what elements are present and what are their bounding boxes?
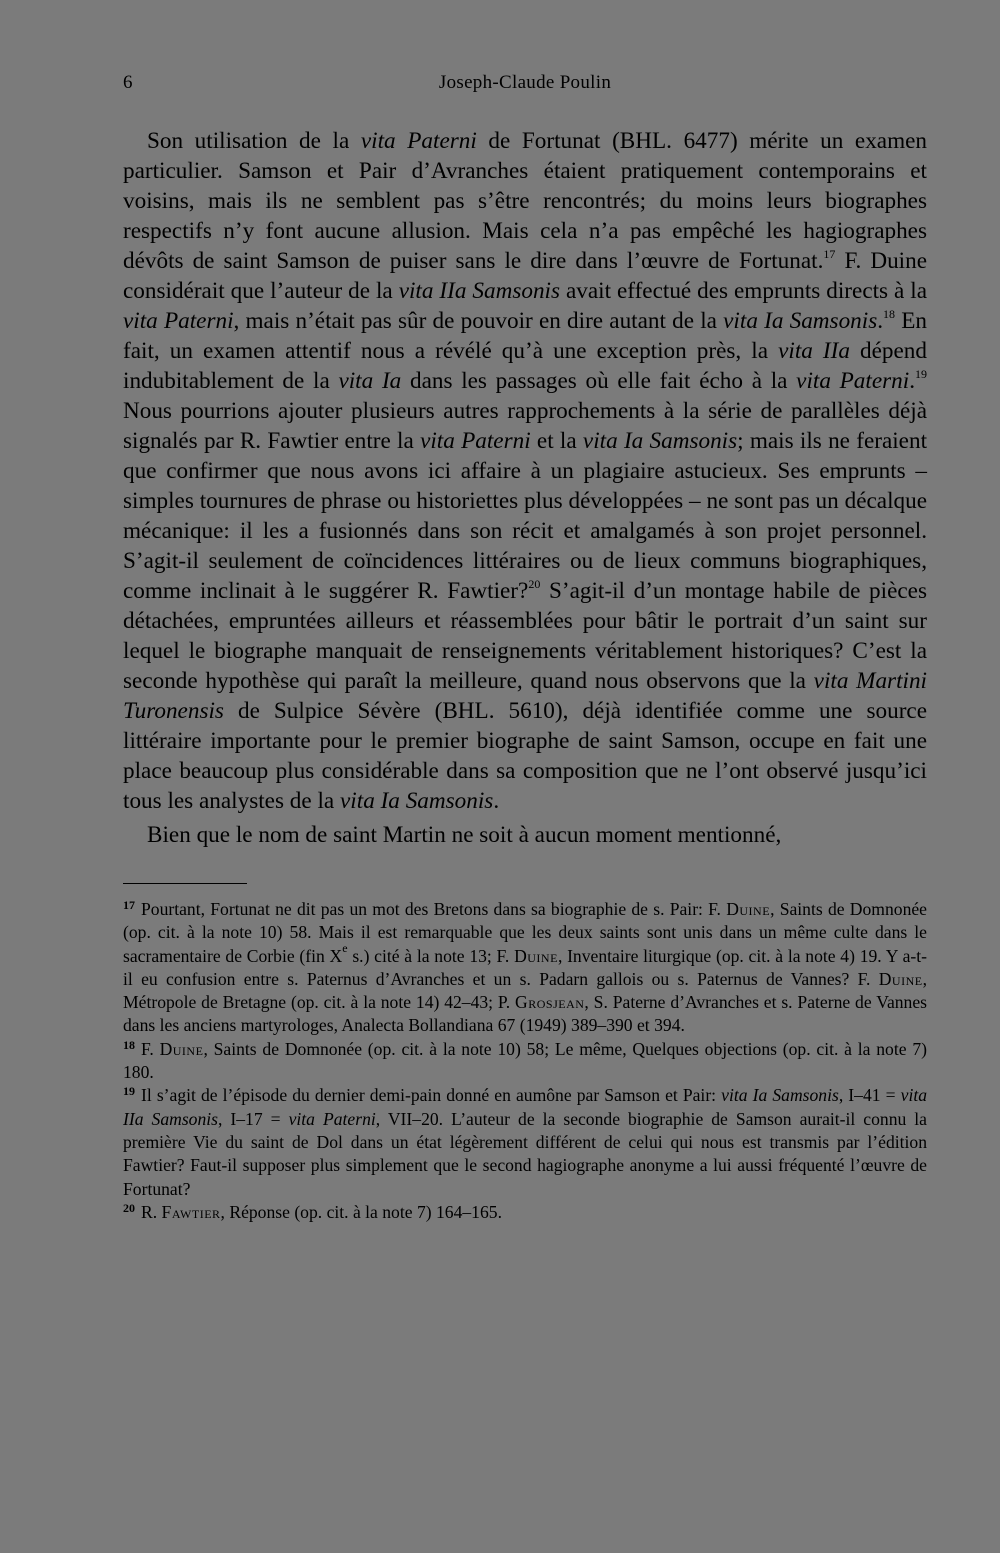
footnote-19 [123,1084,927,1200]
text-run: s.) cité à la note 13; F. [347,945,515,966]
italic-title: vita Paterni [420,428,531,454]
footnote-reference: 17 [823,247,836,261]
italic-title: vita Paterni [123,308,234,334]
running-head: Joseph-Claude Poulin [438,72,612,93]
italic-title: vita Ia [338,368,402,394]
footnote-reference: 19 [915,367,927,381]
footnote-number: 18 [123,1037,135,1052]
text-run: S’agit-il d’un montage habile de pièces détachées, empruntées ailleurs et réassemblées pour bâtir le portrait d’un saint sur lequel le biographe manquait de renseignements véritablement historiques? C’est la seconde hypothèse qui paraît la meilleure, quand nous observons que la [123,578,927,694]
footnote-number: 20 [123,1200,135,1215]
document-page [123,72,927,1224]
text-run: , I–41 = [838,1085,901,1106]
italic-title: vita IIa Samsonis [123,1085,928,1129]
text-run: , Saints de Domnonée (op. cit. à la note 10) 58; Le même, Quelques objections (op. cit. à la note 7) 180. [123,1038,927,1083]
italic-title: vita Ia Samsonis [582,428,738,454]
italic-title: vita IIa Samsonis [398,278,561,304]
text-run: de Sulpice Sévère (BHL. 5610), déjà identifiée comme une source littéraire importante pour le premier biographe de saint Samson, occupe en fait une place beaucoup plus considérable dans sa composition que ne l’ont observé jusqu’ici tous les analystes de la [123,698,927,814]
footnote-18 [123,1038,927,1085]
text-run: Bien que le nom de saint Martin ne soit à aucun moment mentionné, [147,822,782,848]
text-run: , VII–20. L’auteur de la seconde biographie de Samson aurait-il connu la première Vie du saint de Dol dans un état légèrement différent de celui qui nous est transmis par l’édition Fawtier? Faut-il supposer plus simplement que le second hagiographe anonyme a lui aussi fréquenté l’œuvre de Fortunat? [123,1108,927,1199]
text-run: Il s’agit de l’épisode du dernier demi-pain donné en aumône par Samson et Pair: [141,1085,722,1106]
italic-title: vita Paterni [288,1108,376,1129]
text-run: R. [141,1201,162,1222]
text-run: , mais n’était pas sûr de pouvoir en dire autant de la [233,308,724,334]
text-run: Nous pourrions ajouter plusieurs autres rapprochements à la série de parallèles déjà signalés par R. Fawtier entre la [123,398,927,454]
text-run: F. [141,1038,160,1059]
text-run: . [877,308,884,334]
body-text [123,126,927,850]
italic-title: vita Ia Samsonis [340,788,494,814]
footnote-20 [123,1201,927,1224]
author-name: Fawtier [161,1201,221,1222]
text-run: ; mais ils ne feraient que confirmer que nous avons ici affaire à un plagiaire astucieux. Ses emprunts – simples tournures de phrase ou historiettes plus développées – ne sont pas un décalque mécanique: il les a fusionnés dans son récit et amalgamés à son projet personnel. S’agit-il seulement de coïncidences littéraires ou de lieux communs biographiques, comme inclinait à le suggérer R. Fawtier? [123,428,928,604]
text-run: , Inventaire liturgique (op. cit. à la note 4) 19. Y a-t-il eu confusion entre s. Paternus d’Avranches et un s. Padarn gallois ou s. Paternus de Vannes? F. [123,945,927,989]
italic-title: vita Martini Turonensis [123,668,927,724]
text-run: de Fortunat (BHL. 6477) mérite un examen particulier. Samson et Pair d’Avranches étaient pratiquement contemporains et voisins, mais ils ne semblent pas s’être rencontrés; du moins leurs biographes respectifs n’y font aucune allusion. Mais cela n’a pas empêché les hagiographes dévôts de saint Samson de puiser sans le dire dans l’œuvre de Fortunat. [123,128,928,274]
footnote-reference: 20 [528,577,541,591]
text-run: , Réponse (op. cit. à la note 7) 164–165. [220,1201,502,1222]
page-header [123,72,927,102]
footnote-rule [123,883,247,884]
author-name: Duine [878,968,923,989]
text-run: F. Duine considérait que l’auteur de la [123,248,927,304]
footnote-number: 17 [123,898,135,912]
page-number: 6 [123,72,133,93]
text-run: , Métropole de Bretagne (op. cit. à la note 14) 42–43; P. [123,968,927,1013]
text-run: . [909,368,915,394]
footnotes [123,898,927,1224]
text-run: , I–17 = [218,1108,289,1129]
italic-title: vita Ia Samsonis [721,1085,839,1106]
text-run: Son utilisation de la [147,128,361,154]
italic-title: vita Paterni [360,128,477,154]
author-name: Duine [726,899,771,919]
text-run: Pourtant, Fortunat ne dit pas un mot des Bretons dans sa biographie de s. Pair: F. [141,899,727,919]
text-run: , S. Paterne d’Avranches et s. Paterne de Vannes dans les anciens martyrologes, Analecta Bollandiana 67 (1949) 389–390 et 394. [123,992,928,1036]
author-name: Duine [159,1038,204,1059]
author-name: Grosjean [515,992,585,1013]
footnote-17 [123,898,927,1038]
text-run: dépend indubitablement de la [123,338,927,394]
text-run: . [493,788,500,814]
footnote-reference: e [342,940,348,955]
text-run: , Saints de Domnonée (op. cit. à la note 10) 58. Mais il est remarquable que les deux saints sont unis dans un même culte dans le sacramentaire de Corbie (fin X [123,899,927,966]
paragraph-2 [123,820,927,850]
text-run: dans les passages où elle fait écho à la [401,368,797,394]
paragraph-1 [123,126,927,816]
italic-title: vita Ia Samsonis [723,308,878,334]
italic-title: vita Paterni [796,368,910,394]
footnote-number: 19 [123,1084,135,1099]
author-name: Duine [514,945,558,966]
italic-title: vita IIa [778,338,850,364]
text-run: En fait, un examen attentif nous a révélé qu’à une exception près, la [123,308,927,364]
text-run: avait effectué des emprunts directs à la [560,278,927,304]
footnote-reference: 18 [883,307,896,321]
text-run: et la [530,428,583,454]
